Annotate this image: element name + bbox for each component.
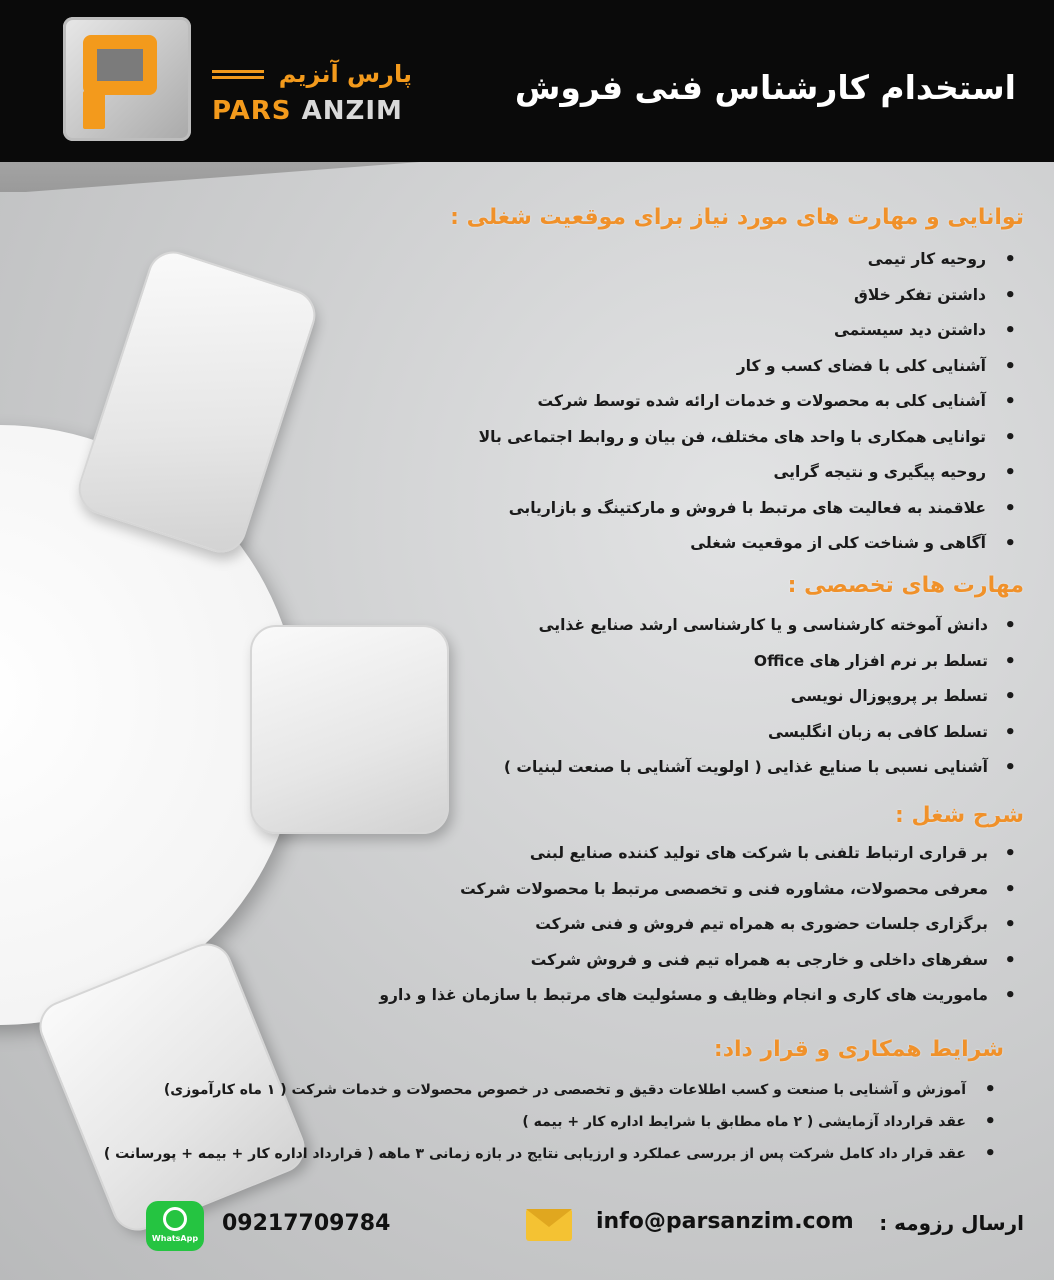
email-link[interactable]: info@parsanzim.com: [596, 1209, 854, 1234]
list-item: • سفرهای داخلی و خارجی به همراه تیم فنی و فروش شرکت: [379, 943, 1024, 979]
list-item: • آشنایی کلی به محصولات و خدمات ارائه شده توسط شرکت: [450, 384, 1024, 420]
logo-icon: [63, 17, 191, 141]
list-item: • تسلط کافی به زبان انگلیسی: [504, 715, 1024, 751]
list-item: • روحیه پیگیری و نتیجه گرایی: [450, 455, 1024, 491]
list-item: • آشنایی نسبی با صنایع غذایی ( اولویت آشنایی با صنعت لبنیات ): [504, 750, 1024, 786]
list-item: • ماموریت های کاری و انجام وظایف و مسئولیت های مرتبط با سازمان غذا و دارو: [379, 978, 1024, 1014]
job-description-list: [379, 836, 1024, 1014]
list-item: • علاقمند به فعالیت های مرتبط با فروش و مارکتینگ و بازاریابی: [450, 491, 1024, 527]
brand-name-fa: پارس آنزیم: [278, 60, 412, 88]
footer: [0, 1195, 1054, 1265]
section-skills: [450, 205, 1024, 562]
section-expertise: [504, 573, 1024, 786]
page-title: استخدام کارشناس فنی فروش: [514, 68, 1016, 107]
section-heading: توانایی و مهارت های مورد نیاز برای موقعیت شغلی :: [450, 205, 1024, 230]
list-item: • توانایی همکاری با واحد های مختلف، فن بیان و روابط اجتماعی بالا: [450, 420, 1024, 456]
list-item: • آموزش و آشنایی با صنعت و کسب اطلاعات دقیق و تخصصی در خصوص محصولات و خدمات شرکت ( ۱ ماه کارآموزی): [104, 1074, 1004, 1106]
section-contract-terms: [104, 1037, 1004, 1170]
list-item: • تسلط بر نرم افزار های Office: [504, 644, 1024, 680]
logo-p-shape: [83, 35, 157, 95]
resume-label: ارسال رزومه :: [879, 1211, 1024, 1235]
mail-icon: [526, 1209, 572, 1241]
list-item: • داشتن دید سیستمی: [450, 313, 1024, 349]
list-item: • معرفی محصولات، مشاوره فنی و تخصصی مرتبط با محصولات شرکت: [379, 872, 1024, 908]
expertise-list: [504, 608, 1024, 786]
list-item: • عقد قرار داد کامل شرکت پس از بررسی عملکرد و ارزیابی نتایج در بازه زمانی ۳ ماهه ( قرارداد اداره کار + بیمه + پورسانت ): [104, 1138, 1004, 1170]
contract-terms-list: [104, 1074, 1004, 1170]
section-heading: شرایط همکاری و قرار داد:: [713, 1037, 1004, 1062]
list-item: • دانش آموخته کارشناسی و یا کارشناسی ارشد صنایع غذایی: [504, 608, 1024, 644]
section-job-description: [379, 803, 1024, 1014]
logo-p-stem: [83, 91, 105, 129]
header: [0, 0, 1054, 192]
section-heading: شرح شغل :: [895, 803, 1024, 828]
list-item: • عقد قرارداد آزمایشی ( ۲ ماه مطابق با شرایط اداره کار + بیمه ): [104, 1106, 1004, 1138]
whatsapp-bubble: [163, 1207, 187, 1231]
list-item: • برگزاری جلسات حضوری به همراه تیم فروش و فنی شرکت: [379, 907, 1024, 943]
brand-name-en: [212, 96, 412, 126]
whatsapp-icon[interactable]: [146, 1201, 204, 1251]
whatsapp-label: WhatsApp: [151, 1234, 199, 1243]
brand-en-part2: ANZIM: [301, 96, 403, 126]
brand-en-part1: PARS: [212, 96, 292, 126]
list-item: • تسلط بر پروپوزال نویسی: [504, 679, 1024, 715]
list-item: • آشنایی کلی با فضای کسب و کار: [450, 349, 1024, 385]
skills-list: [450, 242, 1024, 562]
section-heading: مهارت های تخصصی :: [787, 573, 1024, 598]
phone-number[interactable]: 09217709784: [222, 1211, 391, 1236]
list-item: • داشتن تفکر خلاق: [450, 278, 1024, 314]
list-item: • آگاهی و شناخت کلی از موقعیت شغلی: [450, 526, 1024, 562]
list-item: • روحیه کار تیمی: [450, 242, 1024, 278]
list-item: • بر قراری ارتباط تلفنی با شرکت های تولید کننده صنایع لبنی: [379, 836, 1024, 872]
